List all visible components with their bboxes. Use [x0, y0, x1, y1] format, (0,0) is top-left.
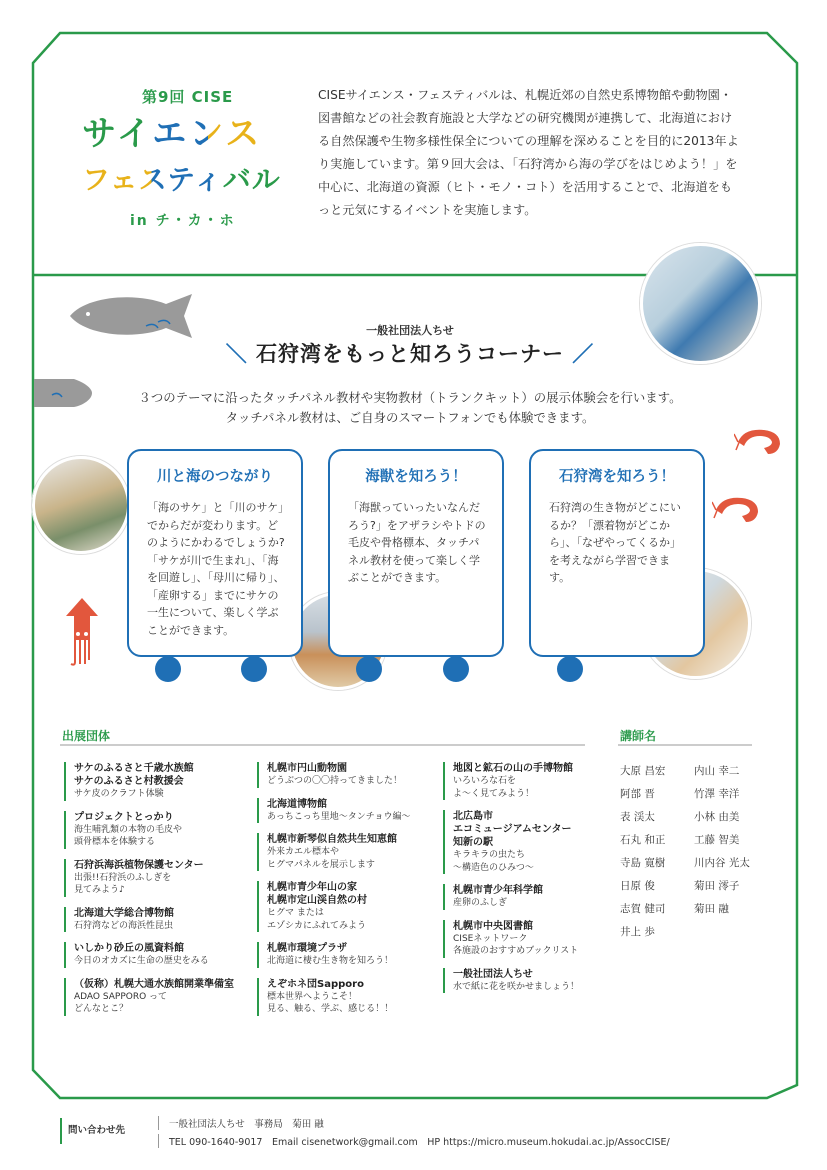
exhibitor-activity: 石狩湾などの海浜性昆虫	[74, 920, 174, 931]
exhibitor-name: 札幌市新琴似自然共生知恵館	[267, 834, 397, 845]
lecturer-name: 石丸 和正	[620, 834, 666, 846]
exhibitor-item	[443, 762, 613, 800]
exhibitor-activity: CISEネットワーク 各施設のおすすめブックリスト	[453, 933, 579, 956]
lecturer-column-2	[694, 760, 759, 921]
exhibitor-name: 北海道大学総合博物館	[74, 907, 174, 919]
contact-org: 一般社団法人ちせ 事務局 菊田 融	[158, 1116, 324, 1130]
title-slash-right: ／	[564, 342, 595, 366]
exhibitor-activity: ヒグマ または エゾシカにふれてみよう	[267, 908, 367, 931]
footer	[60, 1114, 780, 1150]
exhibitor-item	[443, 968, 613, 994]
lecturer-name: 川内谷 光太	[694, 857, 750, 869]
lecturer-column-1	[620, 760, 685, 944]
corner-desc-line2: タッチパネル教材は、ご自身のスマートフォンでも体験できます。	[225, 410, 595, 425]
lecturer-name: 竹澤 幸洋	[694, 788, 740, 800]
exhibitor-item	[257, 833, 427, 871]
exhibitor-item	[443, 920, 613, 958]
corner-org: 一般社団法人ちせ	[366, 324, 454, 337]
logo-line1-text: サイエンス	[82, 114, 263, 154]
panel-body: 「海のサケ」と「川のサケ」でからだが変わります。どのようにかわるでしょうか?「サケが川で生まれ」、「海を回遊し」、「母川に帰り」、「産卵する」までにサケの一生について、楽しく学ぶことができます。	[147, 501, 285, 637]
exhibitor-name: 北海道博物館	[267, 798, 327, 810]
shrimp-icon-2	[712, 492, 762, 528]
logo-in: in チ・カ・ホ	[130, 213, 236, 229]
intro-text: CISEサイエンス・フェスティバルは、札幌近郊の自然史系博物館や動物園・図書館などの社会教育施設と大学などの研究機関が連携して、北海道における自然保護や生物多様性保全についての理解を深めることを目的に2013年より実施しています。第９回大会は、「石狩湾から海の学びをはじめよう！」を中心に、北海道の資源（ヒト・モノ・コト）を活用することで、北海道をもっと元気にするイベントを実施します。	[318, 88, 739, 217]
exhibitor-name: 札幌市青少年科学館	[453, 885, 543, 896]
exhibitor-item	[64, 859, 234, 897]
exhibitor-name: 地図と鉱石の山の手博物館	[453, 763, 573, 774]
contact-label: 問い合わせ先	[60, 1118, 134, 1144]
lecturer-name: 井上 歩	[620, 926, 655, 938]
lecturer-name: 阿部 晋	[620, 788, 655, 800]
exhibitors-title: 出展団体	[62, 729, 111, 743]
panel-body: 「海獣っていったいなんだろう?」をアザラシやトドの毛皮や骨格標本、タッチパネル教材を使って楽しく学ぶことができます。	[348, 501, 486, 584]
panel-title: 海獣を知ろう！	[365, 469, 467, 485]
squid-icon	[64, 598, 100, 668]
exhibitor-name: 札幌市青少年山の家 札幌市定山渓自然の村	[267, 882, 367, 906]
exhibitor-item	[64, 811, 234, 849]
wheel	[241, 656, 267, 682]
exhibitor-item	[64, 978, 234, 1016]
exhibitor-activity: 標本世界へようこそ！ 見る、触る、学ぶ、感じる！！	[267, 991, 394, 1014]
exhibitor-item	[443, 810, 613, 874]
panel-marine-mammals	[328, 449, 504, 657]
exhibitor-activity: サケ皮のクラフト体験	[74, 789, 164, 799]
corner-description	[60, 388, 760, 428]
logo-line2	[82, 158, 281, 198]
exhibitor-item	[64, 762, 234, 801]
wheel	[155, 656, 181, 682]
lecturer-name: 内山 幸二	[694, 765, 740, 777]
exhibitor-activity: どうぶつの〇〇持ってきました！	[267, 776, 403, 786]
exhibitor-activity: 北海道に棲む生き物を知ろう！	[267, 956, 394, 966]
exhibitor-name: 札幌市中央図書館	[453, 920, 533, 932]
corner-desc-line1: ３つのテーマに沿ったタッチパネル教材や実物教材（トランクキット）の展示体験会を行います。	[138, 390, 682, 405]
exhibitor-name: プロジェクトとっかり	[74, 811, 174, 823]
exhibitor-item	[64, 907, 234, 933]
title-slash-left: ＼	[225, 342, 256, 366]
exhibitor-activity: 産卵のふしぎ	[453, 898, 508, 908]
exhibitor-item	[257, 942, 427, 968]
salmon-icon	[66, 290, 196, 342]
exhibitor-name: 札幌市環境プラザ	[267, 943, 347, 954]
corner-title-text: 石狩湾をもっと知ろうコーナー	[256, 342, 564, 366]
exhibitor-item	[257, 978, 427, 1016]
festival-logo	[82, 86, 292, 236]
wheel	[443, 656, 469, 682]
lecturer-name: 菊田 澪子	[694, 880, 740, 892]
exhibitor-activity: いろいろな石を よ〜く見てみよう！	[453, 776, 535, 799]
exhibitor-name: サケのふるさと千歳水族館 サケのふるさと村教援会	[74, 763, 194, 787]
exhibitor-name: いしかり砂丘の風資料館	[74, 943, 184, 954]
exhibitor-item	[257, 881, 427, 932]
exhibitor-name: 石狩浜海浜植物保護センター	[74, 859, 204, 871]
panel-ishikari-bay	[529, 449, 705, 657]
photo-salmon-model	[32, 456, 130, 554]
lecturer-name: 志賀 健司	[620, 903, 666, 915]
exhibitor-item	[257, 798, 427, 824]
exhibitor-activity: キラキラの虫たち 〜構造色のひみつ〜	[453, 850, 534, 873]
exhibitor-name: えぞホネ団Sapporo	[267, 978, 364, 990]
exhibitor-name: 札幌市円山動物園	[267, 763, 347, 774]
exhibitor-activity: 海生哺乳類の本物の毛皮や 頭骨標本を体験する	[74, 824, 183, 847]
lecturer-name: 工藤 智美	[694, 834, 740, 846]
exhibitor-activity: 水で紙に花を咲かせましょう！	[453, 981, 580, 992]
lecturer-name: 日原 俊	[620, 880, 655, 892]
exhibitor-name: （仮称）札幌大通水族館開業準備室	[74, 978, 234, 990]
exhibitor-name: 北広島市 エコミュージアムセンター 知新の駅	[453, 811, 572, 848]
exhibitor-activity: 出張!!石狩浜のふしぎを 見てみよう♪	[74, 872, 172, 895]
logo-line1	[82, 106, 262, 155]
wheel	[356, 656, 382, 682]
exhibitor-column-1	[64, 762, 234, 1026]
panel-body: 石狩湾の生き物がどこにいるか？「漂着物がどこから」、「なぜやってくるか」を考えながら学習できます。	[549, 501, 681, 584]
logo-line2-text: フェスティバル	[82, 163, 281, 196]
corner-title	[200, 338, 620, 368]
exhibitor-activity: ADAO SAPPORO って どんなとこ？	[74, 991, 168, 1014]
shrimp-icon	[734, 424, 784, 460]
exhibitor-item	[64, 942, 234, 968]
exhibitor-column-2	[257, 762, 427, 1026]
photo-touchpanel	[640, 243, 761, 364]
lecturer-name: 大原 昌宏	[620, 765, 666, 777]
lecturer-name: 菊田 融	[694, 903, 729, 915]
exhibitor-activity: あっちこっち里地〜タンチョウ編〜	[267, 811, 411, 822]
exhibitor-name: 一般社団法人ちせ	[453, 968, 533, 980]
logo-edition: 第9回 CISE	[142, 88, 234, 106]
exhibitor-item	[443, 884, 613, 910]
lecturers-title: 講師名	[620, 729, 657, 743]
panel-title: 石狩湾を知ろう！	[559, 469, 675, 485]
lecturer-name: 表 渓太	[620, 811, 655, 823]
contact-details[interactable]: TEL 090-1640-9017 Email cisenetwork@gmail.com HP https://micro.museum.hokudai.ac.jp/AssocCISE/	[158, 1134, 670, 1148]
exhibitor-activity: 今日のオカズに生命の歴史をみる	[74, 956, 209, 966]
lecturer-name: 小林 由美	[694, 811, 740, 823]
exhibitor-column-3	[443, 762, 613, 1003]
wheel	[557, 656, 583, 682]
panel-river-sea	[127, 449, 303, 657]
exhibitor-activity: 外来カエル標本や ヒグマパネルを展示します	[267, 847, 375, 870]
lecturer-name: 寺島 寛樹	[620, 857, 666, 869]
exhibitor-item	[257, 762, 427, 788]
panel-title: 川と海のつながり	[157, 469, 273, 485]
